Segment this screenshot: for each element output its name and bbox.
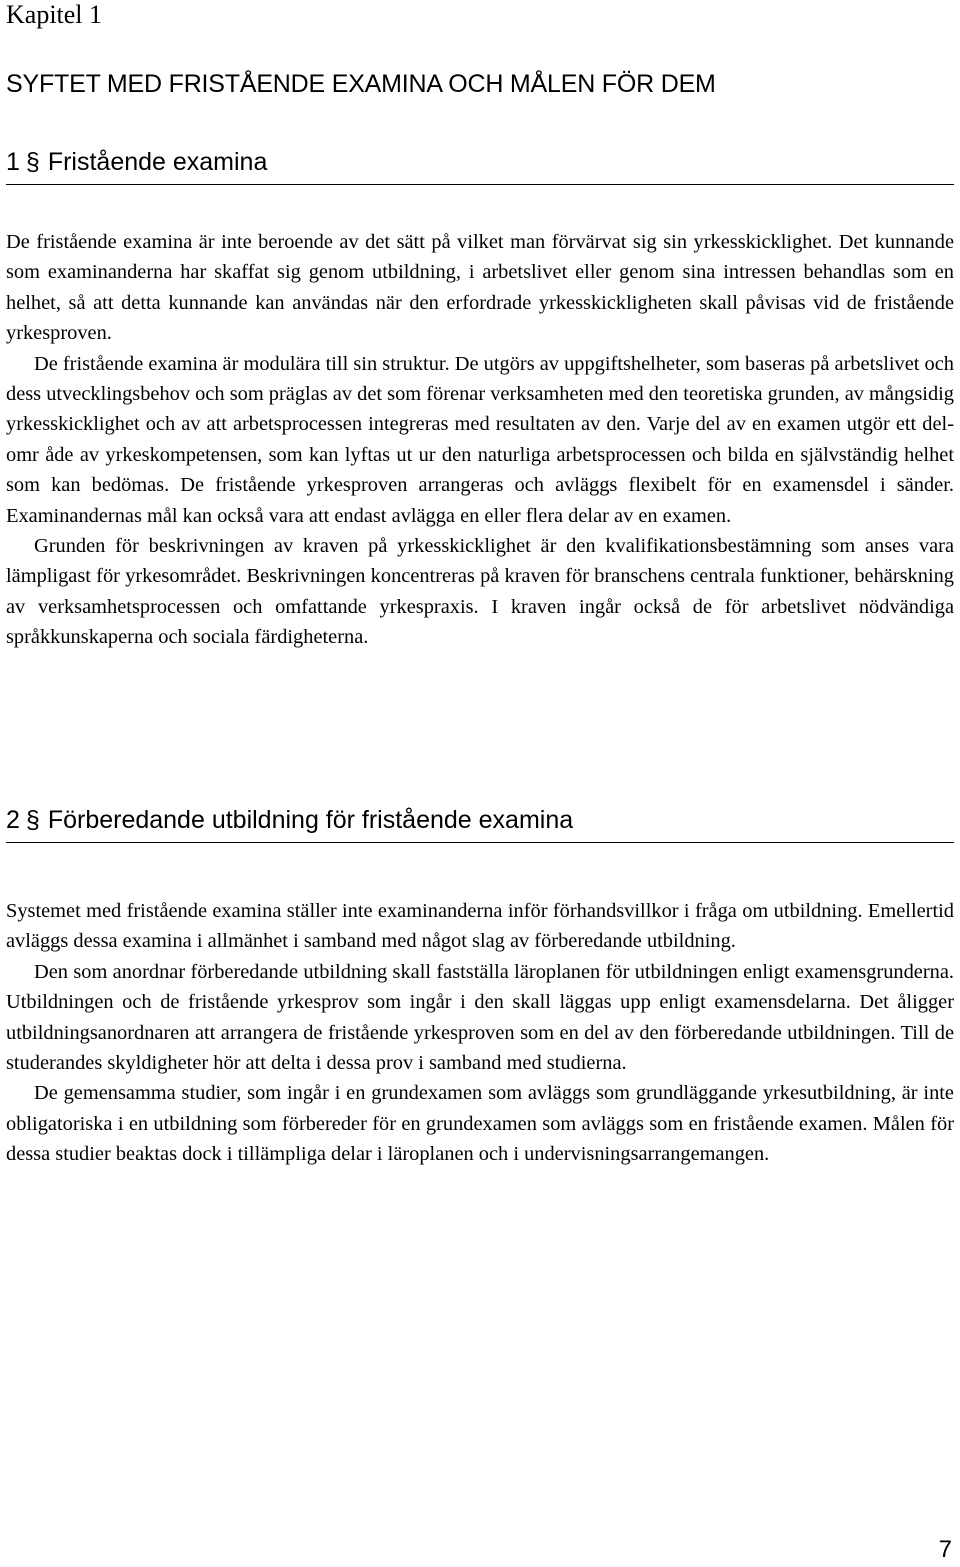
section-2-paragraph-2: Den som anordnar förberedande utbildning skall fastställa läroplanen för utbildningen enligt examensgrunderna. Utbildningen och de fristående yrkesprov som ingår i den skall läggas upp enligt examensdelarna. Det åligger utbildningsanordnaren att arrangera de fristående yrkesproven som en del av den förberedande utbildningen. Till de studerandes skyldigheter hör att delta i dessa prov i samband med studierna. (6, 960, 954, 1075)
chapter-label: Kapitel 1 (6, 0, 103, 29)
section-2-number: 2 (6, 806, 20, 834)
section-2-paragraph-1: Systemet med fristående examina ställer inte examinanderna inför förhandsvillkor i fråga om utbildning. Emellertid avläggs dessa examina i allmänhet i samband med något slag av förberedande utbildning. (6, 900, 954, 953)
section-2-heading-text: Förberedande utbildning för fristående examina (47, 806, 574, 834)
section-1-paragraph-1: De fristående examina är inte beroende av det sätt på vilket man förvärvat sig sin yrkesskicklighet. Det kunnande som examinanderna har skaffat sig genom utbildning, i arbetslivet eller genom sina intressen behandlas som en helhet, så att detta kunnande kan användas när den erfordrade yrkesskickligheten skall påvisas vid de fristående yrkesproven. (6, 231, 954, 345)
section-1-heading-text: Fristående examina (47, 148, 268, 176)
section-1-number: 1 (6, 148, 20, 176)
section-2-paragraph-3: De gemensamma studier, som ingår i en grundexamen som avläggs som grundläggande yrkesutbildning, är inte obligatoriska i en utbildning som förbereder för en grundexamen som avläggs som en fristående examen. Målen för dessa studier beaktas dock i tillämpliga delar i läroplanen och i undervisningsarrangemangen. (6, 1082, 954, 1166)
section-2-heading (6, 804, 954, 843)
section-symbol-icon: § (25, 806, 40, 834)
section-1-body (6, 227, 954, 653)
section-1-paragraph-2: De fristående examina är modulära till sin struktur. De utgörs av uppgiftshelheter, som baseras på arbetslivet och dess utvecklingsbehov och som präglas av det som förenar verksamheten med den teoretiska grunden, av mångsidig yrkesskicklighet och av att arbetsprocessen integreras med resultaten av den. Varje del av en examen utgör ett delomr åde av yrkeskompetensen, som kan lyftas ut ur den naturliga arbetsprocessen och bilda en självständig helhet som kan bedömas. De fristående yrkesproven arrangeras och avläggs flexibelt för en examensdel i sänder. Examinandernas mål kan också vara att endast avlägga en eller flera delar av en examen. (6, 352, 954, 527)
section-1-paragraph-3: Grunden för beskrivningen av kraven på yrkesskicklighet är den kvalifikationsbestämning som anses vara lämpligast för yrkesområdet. Beskrivningen koncentreras på kraven för branschens centrala funktioner, behärskning av verksamhetsprocessen och omfattande yrkespraxis. I kraven ingår också de för arbetslivet nödvändiga språkkunskaperna och sociala färdigheterna. (6, 535, 954, 649)
section-symbol-icon: § (25, 148, 40, 176)
section-1-heading (6, 146, 954, 185)
section-2-body (6, 896, 954, 1170)
page-number: 7 (938, 1536, 952, 1563)
page-title: SYFTET MED FRISTÅENDE EXAMINA OCH MÅLEN FÖR DEM (6, 70, 716, 98)
